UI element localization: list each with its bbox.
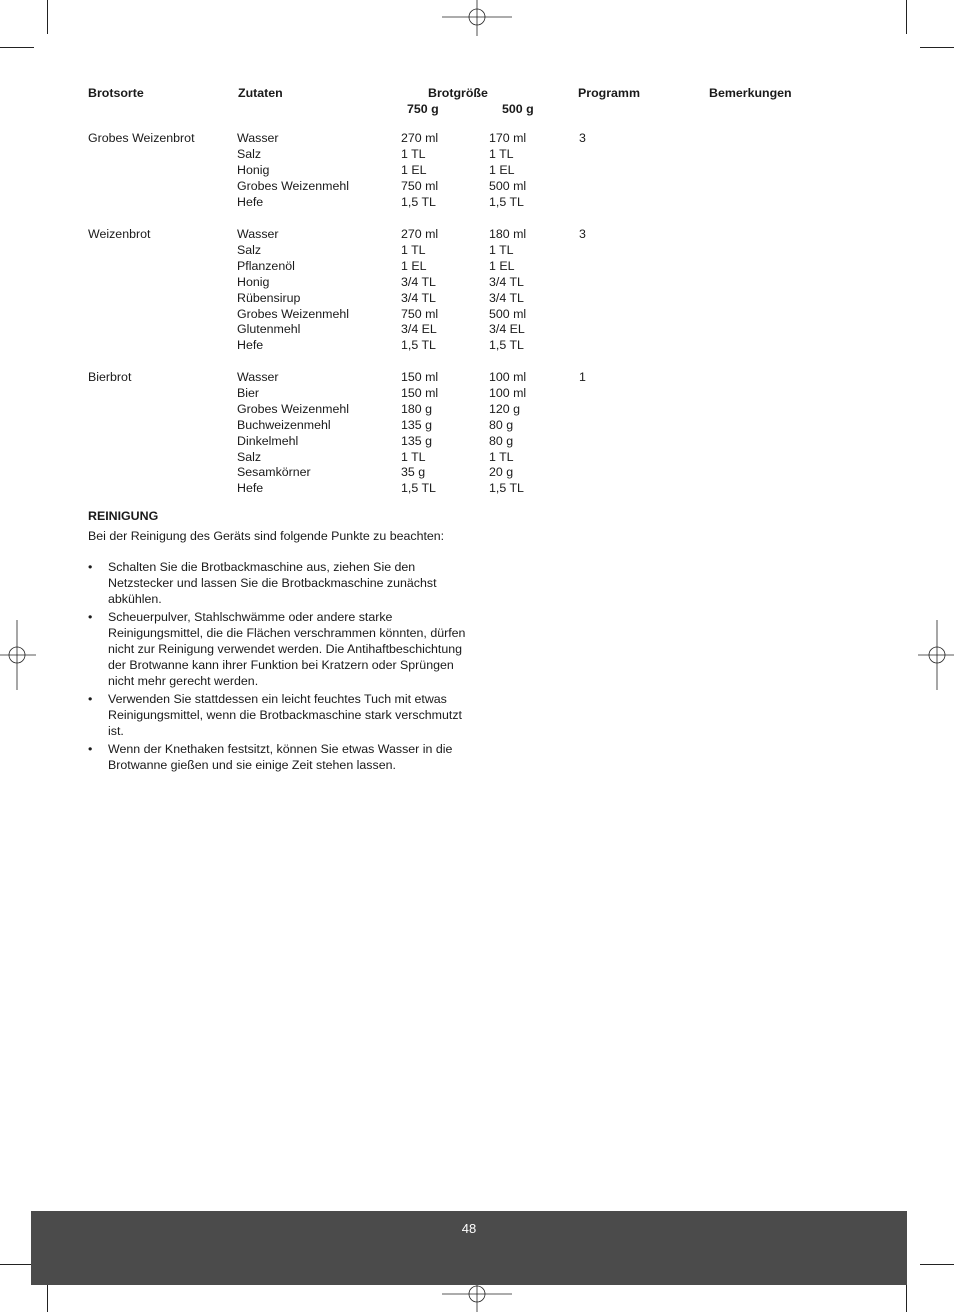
bullet-text: Verwenden Sie stattdessen ein leicht feuchtes Tuch mit etwas Reinigungsmittel, wenn die Brotbackmaschine stark verschmutzt ist. (108, 692, 462, 738)
header-notes: Bemerkungen (709, 86, 792, 100)
ingredient-name: Wasser (237, 131, 279, 145)
ingredient-name: Grobes Weizenmehl (237, 179, 350, 193)
amount-500g: 1 TL (489, 450, 514, 464)
amount-500g: 100 ml (489, 370, 527, 384)
amount-750g: 150 ml (401, 370, 439, 384)
bullet-icon: • (88, 692, 93, 706)
program-number: 3 (579, 227, 586, 241)
amount-750g: 1 TL (401, 147, 426, 161)
amount-750g: 3/4 TL (401, 291, 436, 305)
amount-750g: 1,5 TL (401, 195, 436, 209)
cleaning-bullet-item (88, 691, 478, 739)
amount-500g: 3/4 EL (489, 322, 525, 336)
amount-500g: 3/4 TL (489, 275, 524, 289)
amount-750g: 1 TL (401, 243, 426, 257)
amount-500g: 80 g (489, 434, 514, 448)
page-number: 48 (461, 1221, 477, 1236)
amount-750g: 750 ml (401, 307, 439, 321)
registration-mark-right (918, 620, 954, 690)
program-number: 1 (579, 370, 586, 384)
amount-500g: 1,5 TL (489, 195, 524, 209)
header-bread-type: Brotsorte (88, 86, 144, 100)
cleaning-bullet-item (88, 741, 478, 773)
ingredient-name: Rübensirup (237, 291, 301, 305)
program-number: 3 (579, 131, 586, 145)
amount-750g: 270 ml (401, 131, 439, 145)
amount-750g: 1 EL (401, 259, 427, 273)
amount-500g: 1 EL (489, 259, 515, 273)
ingredient-name: Buchweizenmehl (237, 418, 331, 432)
amount-500g: 1 TL (489, 147, 514, 161)
amount-750g: 270 ml (401, 227, 439, 241)
ingredient-name: Hefe (237, 338, 264, 352)
header-size-small: 500 g (502, 102, 534, 116)
amount-500g: 120 g (489, 402, 521, 416)
amount-500g: 180 ml (489, 227, 527, 241)
amount-500g: 500 ml (489, 307, 527, 321)
bread-type-name: Bierbrot (88, 370, 132, 384)
amount-750g: 3/4 EL (401, 322, 437, 336)
cleaning-bullet-item (88, 609, 478, 689)
amount-750g: 1 EL (401, 163, 427, 177)
amount-500g: 80 g (489, 418, 514, 432)
ingredient-name: Hefe (237, 481, 264, 495)
ingredient-name: Pflanzenöl (237, 259, 295, 273)
bread-type-name: Grobes Weizenbrot (88, 131, 195, 145)
ingredient-name: Bier (237, 386, 260, 400)
amount-750g: 1,5 TL (401, 481, 436, 495)
amount-750g: 135 g (401, 418, 433, 432)
amount-750g: 150 ml (401, 386, 439, 400)
amount-750g: 1 TL (401, 450, 426, 464)
amount-750g: 135 g (401, 434, 433, 448)
cleaning-bullet-item (88, 559, 478, 607)
amount-500g: 500 ml (489, 179, 527, 193)
cleaning-bullet-list (88, 559, 478, 775)
amount-750g: 1,5 TL (401, 338, 436, 352)
header-bread-size: Brotgröße (428, 86, 488, 100)
ingredient-name: Dinkelmehl (237, 434, 299, 448)
ingredient-name: Glutenmehl (237, 322, 301, 336)
amount-500g: 1 EL (489, 163, 515, 177)
header-ingredients: Zutaten (238, 86, 283, 100)
section-title-cleaning: REINIGUNG (88, 509, 159, 523)
amount-500g: 3/4 TL (489, 291, 524, 305)
ingredient-name: Salz (237, 243, 262, 257)
amount-750g: 3/4 TL (401, 275, 436, 289)
ingredient-name: Wasser (237, 227, 279, 241)
cleaning-intro: Bei der Reinigung des Geräts sind folgende Punkte zu beachten: (88, 529, 445, 543)
ingredient-name: Honig (237, 163, 270, 177)
amount-500g: 1 TL (489, 243, 514, 257)
ingredient-name: Grobes Weizenmehl (237, 402, 350, 416)
amount-750g: 180 g (401, 402, 433, 416)
page-footer (31, 1211, 907, 1285)
ingredient-name: Honig (237, 275, 270, 289)
ingredient-name: Salz (237, 147, 262, 161)
amount-500g: 1,5 TL (489, 338, 524, 352)
amount-500g: 20 g (489, 465, 514, 479)
bullet-icon: • (88, 560, 93, 574)
bread-type-name: Weizenbrot (88, 227, 151, 241)
header-size-large: 750 g (407, 102, 439, 116)
amount-750g: 35 g (401, 465, 426, 479)
header-program: Programm (578, 86, 640, 100)
bullet-icon: • (88, 610, 93, 624)
amount-500g: 1,5 TL (489, 481, 524, 495)
amount-500g: 170 ml (489, 131, 527, 145)
ingredient-name: Grobes Weizenmehl (237, 307, 350, 321)
bullet-text: Wenn der Knethaken festsitzt, können Sie etwas Wasser in die Brotwanne gießen und sie einige Zeit stehen lassen. (108, 742, 453, 772)
amount-750g: 750 ml (401, 179, 439, 193)
bullet-text: Scheuerpulver, Stahlschwämme oder andere starke Reinigungsmittel, die die Flächen verschrammen könnten, dürfen nicht zur Reinigung verwendet werden. Die Antihaftbeschichtung der Brotwanne kann ihrer Funktion bei Kratzern oder Sprüngen nicht mehr gerecht werden. (108, 610, 466, 688)
ingredient-name: Hefe (237, 195, 264, 209)
registration-mark-top (442, 0, 512, 36)
bullet-icon: • (88, 742, 93, 756)
registration-mark-left (0, 620, 36, 690)
amount-500g: 100 ml (489, 386, 527, 400)
ingredient-name: Sesamkörner (237, 465, 311, 479)
bullet-text: Schalten Sie die Brotbackmaschine aus, ziehen Sie den Netzstecker und lassen Sie die Brotbackmaschine zunächst abkühlen. (108, 560, 437, 606)
ingredient-name: Wasser (237, 370, 279, 384)
ingredient-name: Salz (237, 450, 262, 464)
